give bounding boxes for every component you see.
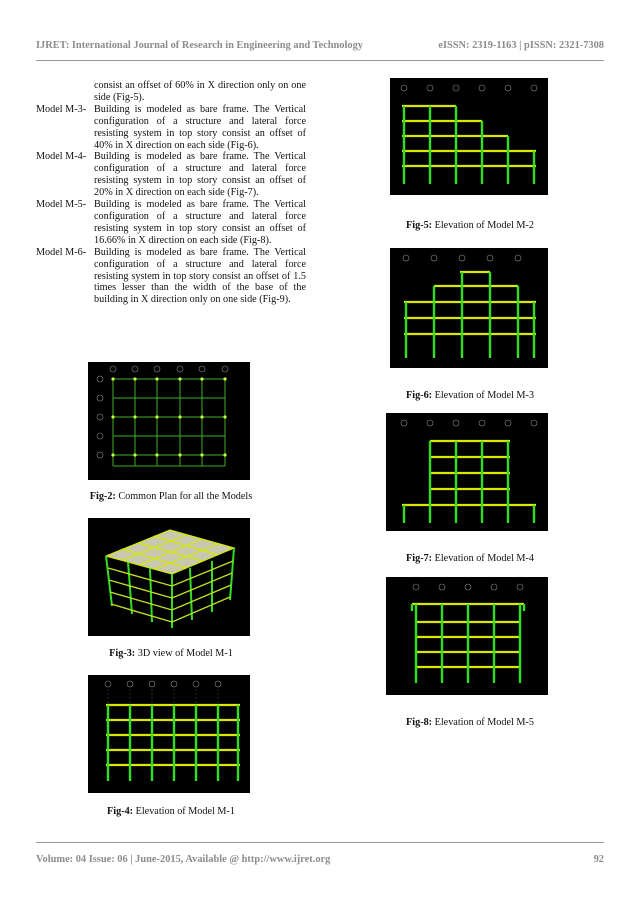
model-text: Building is modeled as bare frame. The Vertical configuration of a structure and lateral force resisting system in top story consist an offset of 20% in X direction on each side (Fig-7). [94,151,306,199]
model-label: Model M-3- [36,103,87,115]
figure-caption-text: Common Plan for all the Models [118,491,253,502]
model-m4-paragraph [36,151,306,199]
model-text: Building is modeled as bare frame. The Vertical configuration of a structure and lateral force resisting system in top story consist an offset of 1.5 times lesser than the width of the base of the building in X direction only on one side (Fig-9). [94,246,306,306]
figure-caption-text: 3D view of Model M-1 [137,648,233,659]
figure-label: Fig-6: [406,390,433,401]
fig6-elevation-image [390,248,548,368]
model-label: Model M-5- [36,199,87,211]
running-footer [36,854,604,865]
fig5-caption [336,220,604,231]
figure-label: Fig-8: [406,717,433,728]
figure-caption-text: Elevation of Model M-5 [434,717,534,728]
fig2-plan-image [88,362,250,480]
figure-label: Fig-5: [406,220,433,231]
figure-caption-text: Elevation of Model M-2 [434,220,534,231]
model-m3-paragraph [36,104,306,152]
issn: eISSN: 2319-1163 | pISSN: 2321-7308 [438,40,604,51]
footer-rule [36,842,604,843]
fig4-caption [36,806,306,817]
fig4-elevation-image [88,675,250,793]
fig8-caption [336,717,604,728]
header-rule [36,60,604,61]
figure-label: Fig-2: [89,491,116,502]
figure-label: Fig-7: [406,553,433,564]
page-number: 92 [593,854,604,865]
figure-caption-text: Elevation of Model M-3 [434,390,534,401]
fig3-caption [36,648,306,659]
model-m5-paragraph [36,199,306,247]
fig2-caption [36,491,306,502]
fig7-caption [336,553,604,564]
running-header [36,40,604,51]
intro-paragraph: consist an offset of 60% in X direction only on one side (Fig-5). [94,80,306,103]
fig8-elevation-image [386,577,548,695]
model-label: Model M-4- [36,151,87,163]
model-text: Building is modeled as bare frame. The Vertical configuration of a structure and lateral force resisting system in top story consist an offset of 40% in X direction on each side (Fig-6). [94,103,306,151]
body-text [36,80,306,306]
figure-label: Fig-3: [109,648,136,659]
figure-caption-text: Elevation of Model M-4 [434,553,534,564]
journal-name: IJRET: International Journal of Research in Engineering and Technology [36,40,363,51]
figure-label: Fig-4: [107,806,134,817]
fig3-3d-image [88,518,250,636]
model-text: Building is modeled as bare frame. The Vertical configuration of a structure and lateral force resisting system in top story consist an offset of 16.66% in X direction on each side (Fig-8). [94,199,306,246]
model-label: Model M-6- [36,246,87,258]
model-m6-paragraph [36,247,306,307]
figure-caption-text: Elevation of Model M-1 [135,806,235,817]
fig6-caption [336,390,604,401]
fig5-elevation-image [390,78,548,195]
fig7-elevation-image [386,413,548,531]
footer-volume: Volume: 04 Issue: 06 | June-2015, Available @ http://www.ijret.org [36,854,331,865]
